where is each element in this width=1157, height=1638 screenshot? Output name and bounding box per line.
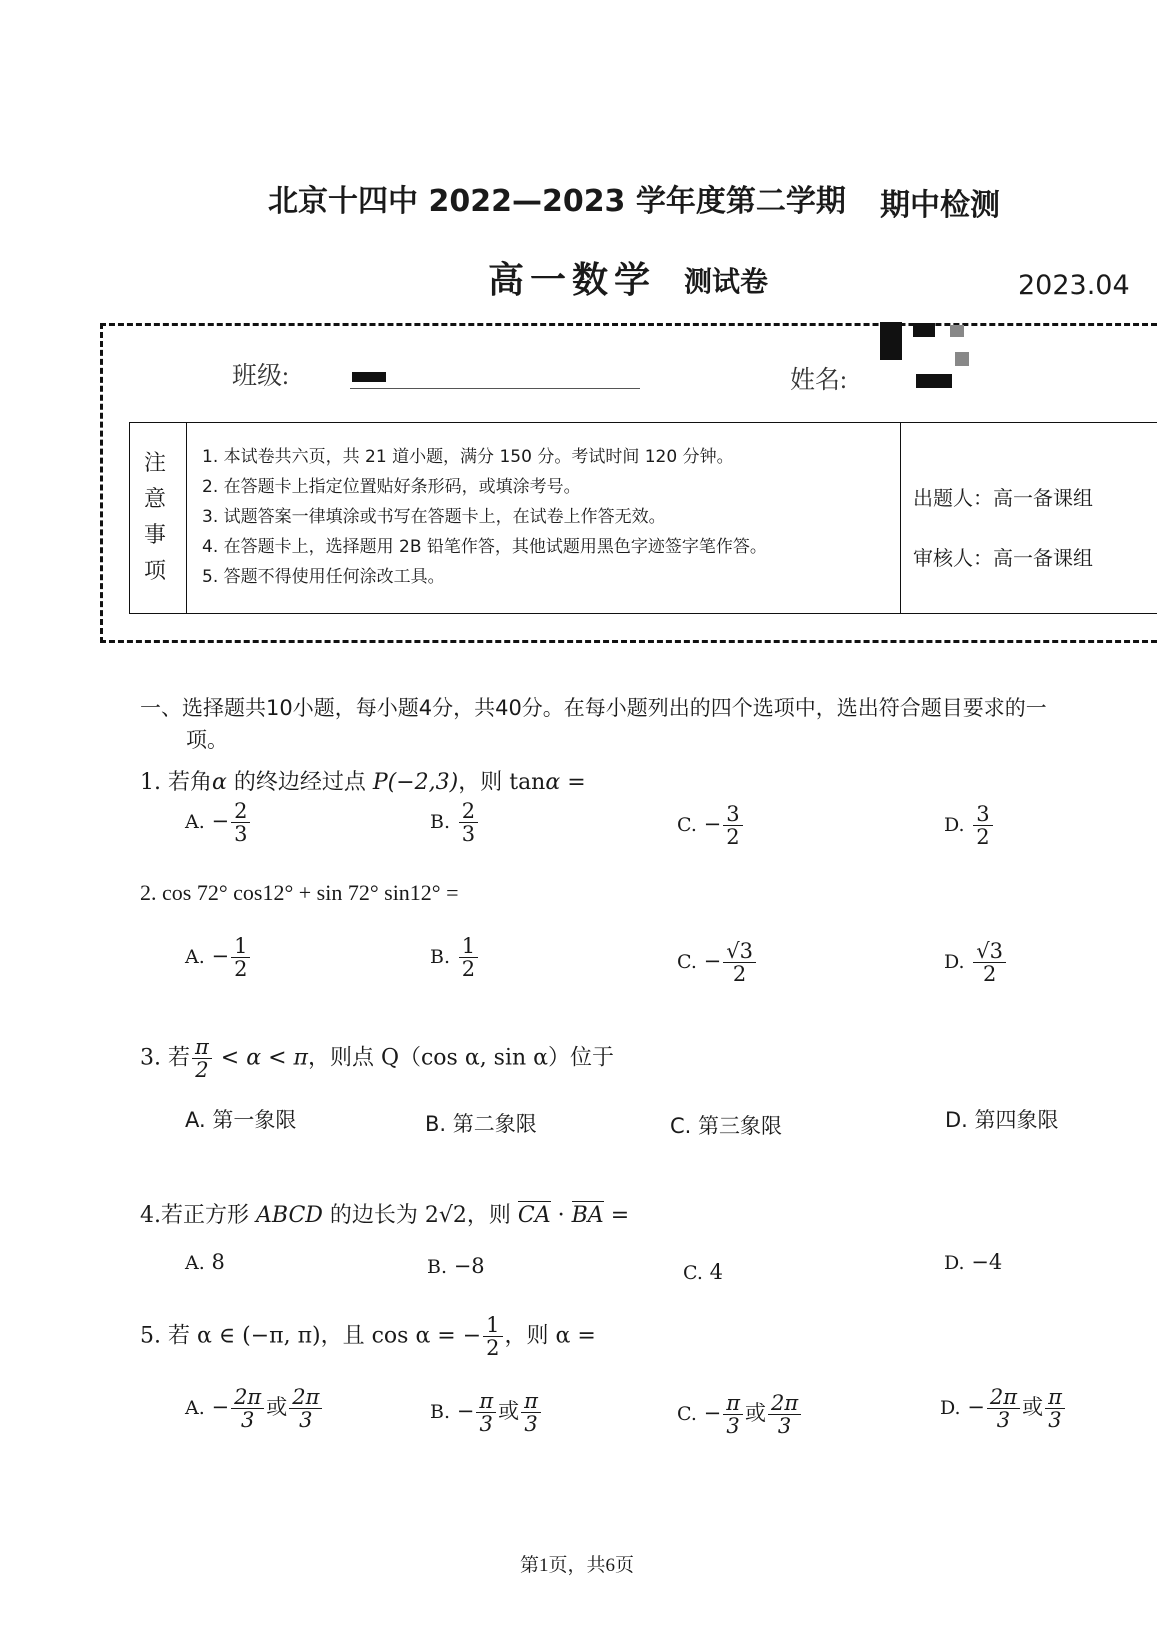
option-sign: − [456, 1399, 475, 1424]
q5-fraction [483, 1314, 502, 1359]
fraction-num: 2 [231, 800, 250, 823]
notice-item: 4. 在答题卡上，选择题用 2B 铅笔作答，其他试题用黑色字迹签字笔作答。 [202, 537, 767, 557]
option-fraction [231, 935, 250, 980]
option-letter: A. [185, 946, 205, 969]
q1-alpha: α [211, 770, 227, 795]
notice-heading: 注意事项 [143, 451, 166, 584]
fraction-num: π [723, 1392, 743, 1415]
option-letter: A. [185, 811, 205, 834]
q4-option-a[interactable] [185, 1250, 225, 1274]
reviewer-info: 审核人：高一备课组 [913, 546, 1093, 570]
question-4-stem [140, 1198, 629, 1229]
q4-option-d[interactable] [944, 1250, 1002, 1274]
fraction-num: 2π [231, 1386, 264, 1409]
q1-option-b[interactable] [430, 800, 480, 845]
fraction-den: 2 [982, 962, 997, 987]
redaction-mark [950, 325, 964, 337]
q5-suffix: ，则 α = [504, 1323, 596, 1349]
q1-point: P(−2,3) [372, 770, 459, 795]
q1-option-c[interactable] [677, 803, 745, 848]
notice-item: 3. 试题答案一律填涂或书写在答题卡上，在试卷上作答无效。 [202, 507, 666, 527]
fraction-den: 2 [726, 825, 740, 850]
section-instructions-cont: 项。 [186, 728, 228, 752]
q3-option-b[interactable] [425, 1108, 537, 1138]
option-letter: B. [425, 1112, 447, 1136]
dashed-border-top [100, 323, 1157, 326]
option-letter: C. [677, 1403, 697, 1426]
name-label: 姓名: [790, 367, 847, 394]
redaction-mark [880, 322, 902, 360]
exam-type: 期中检测 [880, 188, 1000, 223]
option-text: 第二象限 [452, 1112, 537, 1136]
option-letter: C. [683, 1262, 703, 1284]
fraction-den: 3 [777, 1414, 792, 1439]
option-letter: C. [677, 814, 697, 837]
q2-option-d[interactable] [944, 940, 1008, 985]
q5-option-d[interactable] [940, 1386, 1067, 1431]
or-word: 或 [266, 1395, 288, 1420]
option-fraction [723, 803, 742, 848]
fraction-num: π [192, 1036, 212, 1059]
table-divider [186, 422, 187, 614]
dot-operator: · [550, 1203, 572, 1228]
q3-option-c[interactable] [670, 1110, 782, 1140]
exam-title: 北京十四中 2022—2023 学年度第二学期 [268, 184, 846, 219]
fraction-den: 3 [996, 1408, 1011, 1433]
fraction-num: √3 [973, 940, 1006, 963]
option-text: 4 [709, 1260, 723, 1284]
q4-option-c[interactable] [683, 1260, 723, 1284]
q1-option-a[interactable] [185, 800, 252, 845]
table-divider [900, 422, 901, 614]
option-letter: B. [430, 811, 451, 834]
q3-suffix: ，则点 Q（cos α, sin α）位于 [307, 1045, 615, 1071]
option-sign: − [211, 1395, 230, 1420]
redaction-mark [955, 352, 969, 366]
option-letter: D. [944, 1252, 965, 1274]
q1-end: = [560, 770, 586, 795]
fraction-den: 2 [486, 1336, 500, 1361]
option-fraction [987, 1386, 1020, 1431]
or-word: 或 [1022, 1395, 1044, 1420]
q4-option-b[interactable] [427, 1254, 485, 1278]
fraction-den: 3 [524, 1412, 538, 1437]
q4-square: ABCD [255, 1203, 323, 1228]
fraction-den: 2 [461, 957, 476, 982]
option-fraction [723, 1392, 743, 1437]
q3-option-a[interactable] [185, 1104, 296, 1134]
option-fraction [459, 800, 478, 845]
option-text: −8 [453, 1254, 485, 1278]
option-fraction [289, 1386, 322, 1431]
fraction-den: 3 [726, 1414, 740, 1439]
option-fraction [459, 935, 478, 980]
option-sign: − [703, 1401, 722, 1426]
paper-label: 测试卷 [684, 265, 769, 298]
option-letter: C. [677, 951, 697, 974]
or-word: 或 [498, 1399, 520, 1424]
option-text: −4 [971, 1250, 1003, 1274]
question-1-stem [140, 765, 586, 796]
fraction-num: 3 [723, 803, 742, 826]
q1-prefix: 1. 若角 [140, 770, 212, 795]
option-letter: D. [944, 814, 965, 837]
exam-date: 2023.04 [1018, 270, 1130, 301]
redaction-mark [352, 372, 386, 382]
setter-info: 出题人：高一备课组 [913, 486, 1093, 510]
q2-option-b[interactable] [430, 935, 480, 980]
q1-alpha: α [545, 770, 561, 795]
question-3-stem [140, 1036, 614, 1081]
option-letter: A. [185, 1108, 206, 1132]
q4-end: = [603, 1203, 630, 1228]
redaction-mark [916, 374, 952, 388]
question-2-stem: 2. cos 72° cos12° + sin 72° sin12° = [140, 880, 459, 905]
fraction-num: 3 [973, 803, 992, 826]
redaction-mark [913, 323, 935, 337]
fraction-den: 3 [461, 822, 476, 847]
q3-option-d[interactable] [945, 1104, 1059, 1134]
q4-mid: 的边长为 2√2，则 [322, 1203, 518, 1228]
fraction-num: 2π [987, 1386, 1020, 1409]
option-sign: − [211, 809, 230, 834]
option-sign: − [703, 812, 722, 837]
subject-title: 高一数学 [488, 260, 657, 300]
fraction-den: 3 [479, 1412, 493, 1437]
fraction-den: 3 [299, 1408, 313, 1433]
q3-prefix: 3. 若 [140, 1045, 190, 1071]
option-fraction [1045, 1386, 1065, 1431]
notice-item: 1. 本试卷共六页，共 21 道小题，满分 150 分。考试时间 120 分钟。 [202, 447, 734, 467]
fraction-num: 2 [459, 800, 478, 823]
q4-prefix: 4.若正方形 [140, 1203, 256, 1228]
fraction-den: 2 [195, 1058, 209, 1083]
option-letter: C. [670, 1114, 692, 1138]
q2-option-a[interactable] [185, 935, 252, 980]
fraction-num: 2π [768, 1392, 801, 1415]
option-fraction [723, 940, 756, 985]
option-letter: D. [940, 1397, 961, 1420]
dashed-border-bottom [100, 640, 1157, 643]
option-sign: − [211, 944, 230, 969]
option-text: 第三象限 [698, 1114, 783, 1138]
option-letter: B. [427, 1256, 448, 1278]
q1-suffix: ，则 tan [458, 770, 546, 795]
fraction-num: 1 [483, 1314, 502, 1337]
option-letter: B. [430, 1401, 451, 1424]
fraction-num: 1 [459, 935, 478, 958]
q5-prefix: 5. 若 α ∈ (−π, π)，且 cos α = − [140, 1323, 482, 1349]
fraction-num: π [1045, 1386, 1065, 1409]
notice-item: 2. 在答题卡上指定位置贴好条形码，或填涂考号。 [202, 477, 581, 497]
q2-option-c[interactable] [677, 940, 758, 985]
page-number: 第1页，共6页 [520, 1555, 635, 1576]
option-fraction [768, 1392, 801, 1437]
fraction-den: 3 [1048, 1408, 1062, 1433]
fraction-den: 2 [976, 825, 990, 850]
fraction-den: 2 [732, 962, 747, 987]
option-fraction [521, 1390, 541, 1435]
fraction-num: π [476, 1390, 496, 1413]
vector-ba: BA [571, 1203, 604, 1228]
option-sign: − [967, 1395, 985, 1420]
fraction-num: 2π [289, 1386, 322, 1409]
q5-option-b[interactable] [430, 1390, 543, 1435]
option-letter: B. [430, 946, 451, 969]
option-letter: D. [945, 1108, 968, 1132]
or-word: 或 [745, 1401, 767, 1426]
option-fraction [973, 803, 992, 848]
vector-ca: CA [517, 1203, 551, 1228]
class-label: 班级: [232, 363, 289, 390]
notice-item: 5. 答题不得使用任何涂改工具。 [202, 567, 445, 587]
option-letter: A. [185, 1397, 205, 1420]
option-text: 8 [211, 1250, 225, 1274]
q5-option-c[interactable] [677, 1392, 803, 1437]
fraction-num: π [521, 1390, 541, 1413]
dashed-border-left [100, 323, 103, 643]
q3-inequality: < α < π [213, 1045, 308, 1071]
section-instructions: 一、选择题共10小题，每小题4分，共40分。在每小题列出的四个选项中，选出符合题目要求的一 [140, 696, 1047, 720]
option-fraction [231, 800, 250, 845]
option-fraction [973, 940, 1006, 985]
option-fraction [476, 1390, 496, 1435]
option-letter: A. [185, 1252, 205, 1274]
fraction-num: 1 [231, 935, 250, 958]
option-sign: − [703, 949, 722, 974]
fraction-den: 3 [240, 1408, 255, 1433]
option-letter: D. [944, 951, 965, 974]
q3-fraction [192, 1036, 212, 1081]
option-text: 第四象限 [974, 1108, 1059, 1132]
q1-mid: 的终边经过点 [226, 770, 373, 795]
q1-option-d[interactable] [944, 803, 995, 848]
fraction-den: 2 [234, 957, 248, 982]
q5-option-a[interactable] [185, 1386, 324, 1431]
fraction-den: 3 [234, 822, 248, 847]
fraction-num: √3 [723, 940, 756, 963]
class-field-line [350, 388, 640, 389]
option-fraction [231, 1386, 264, 1431]
question-5-stem [140, 1314, 596, 1359]
option-text: 第一象限 [212, 1108, 297, 1132]
